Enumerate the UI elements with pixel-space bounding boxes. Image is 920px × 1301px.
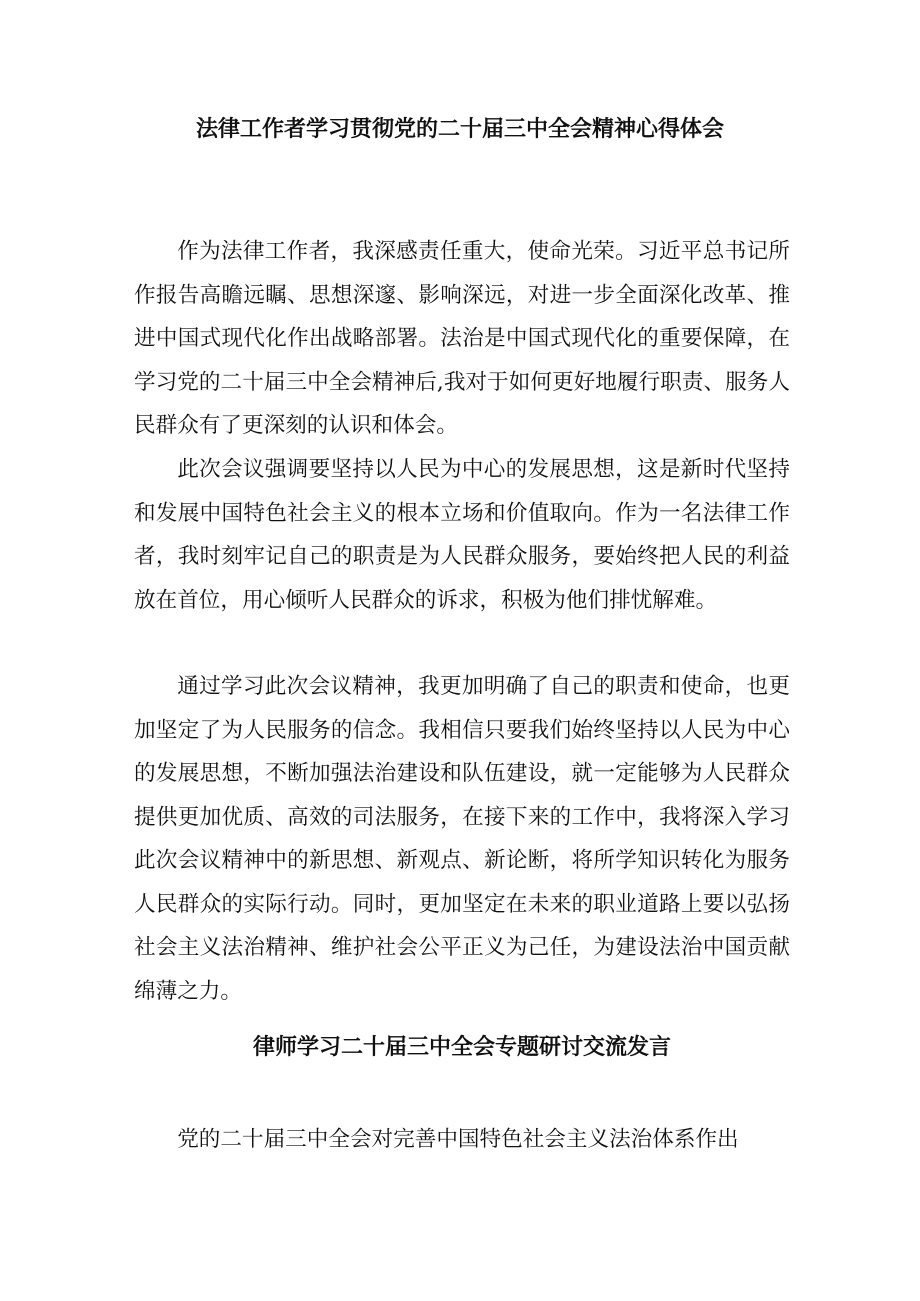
section-2-paragraph-1: 党的二十届三中全会对完善中国特色社会主义法治体系作出 (177, 1127, 739, 1152)
section-2-title: 律师学习二十届三中全会专题研讨交流发言 (252, 1035, 671, 1060)
paragraph-2: 此次会议强调要坚持以人民为中心的发展思想，这是新时代坚持和发展中国特色社会主义的根本立场和价值取向。作为一名法律工作者，我时刻牢记自己的职责是为人民群众服务，要始终把人民的利益放在首位，用心倾听人民群众的诉求，积极为他们排忧解难。 (134, 457, 790, 613)
paragraph-3: 通过学习此次会议精神，我更加明确了自己的职责和使命，也更加坚定了为人民服务的信念。我相信只要我们始终坚持以人民为中心的发展思想，不断加强法治建设和队伍建设，就一定能够为人民群众提供更加优质、高效的司法服务，在接下来的工作中，我将深入学习此次会议精神中的新思想、新观点、新论断，将所学知识转化为服务人民群众的实际行动。同时，更加坚定在未来的职业道路上要以弘扬社会主义法治精神、维护社会公平正义为己任，为建设法治中国贡献绵薄之力。 (134, 674, 790, 1004)
paragraph-1: 作为法律工作者，我深感责任重大，使命光荣。习近平总书记所作报告高瞻远瞩、思想深邃、影响深远，对进一步全面深化改革、推进中国式现代化作出战略部署。法治是中国式现代化的重要保障，在学习党的二十届三中全会精神后,我对于如何更好地履行职责、服务人民群众有了更深刻的认识和体会。 (134, 239, 790, 438)
document-title: 法律工作者学习贯彻党的二十届三中全会精神心得体会 (195, 117, 724, 142)
